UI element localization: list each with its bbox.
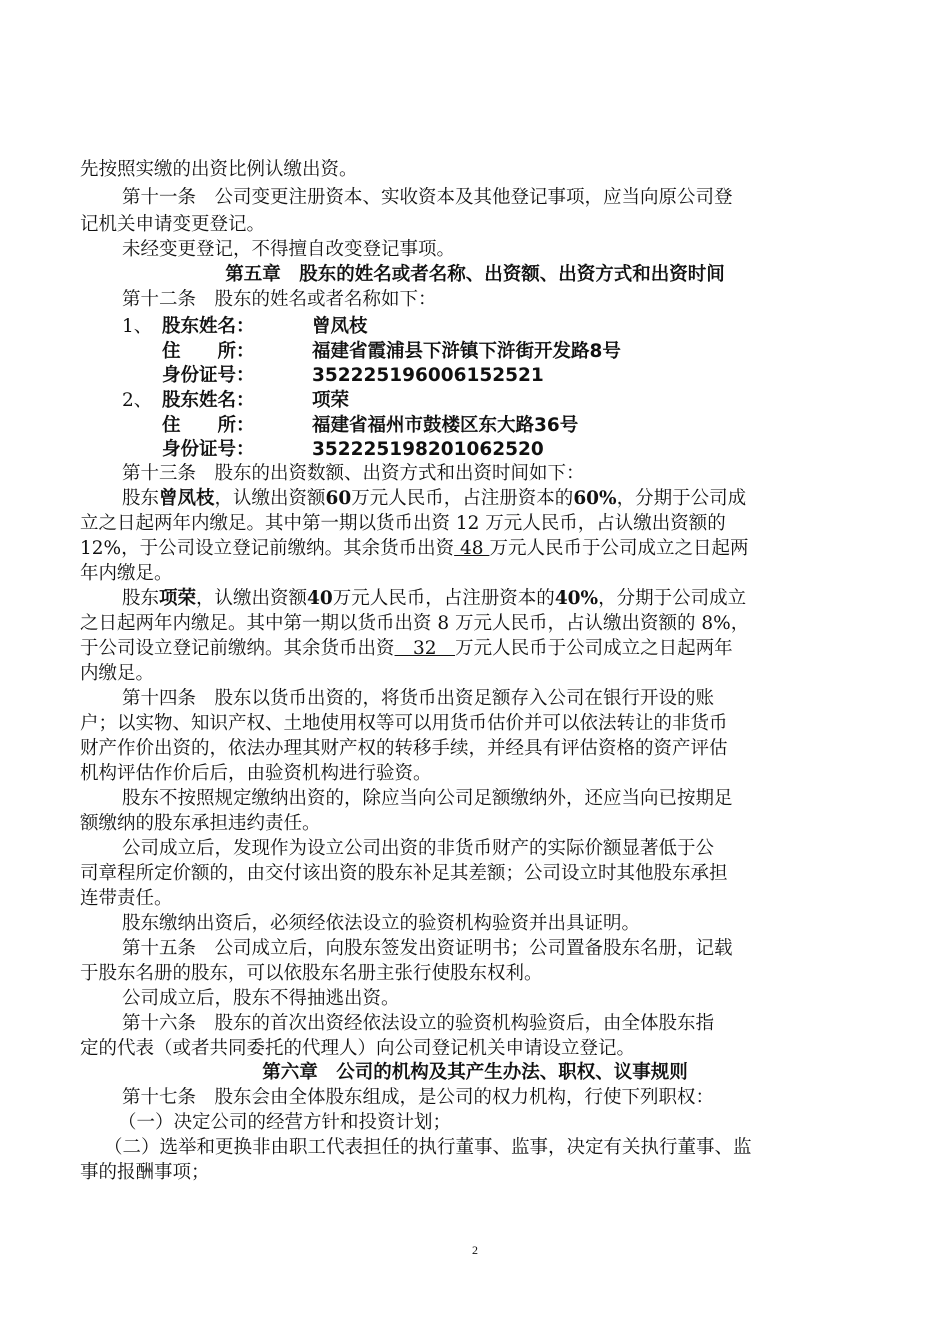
share-percent: 40% xyxy=(554,588,599,609)
article-17: 第十七条 股东会由全体股东组成，是公司的权力机构，行使下列职权： xyxy=(122,1087,715,1108)
id-label: 身份证号： xyxy=(162,439,255,460)
text: 万元人民币于公司成立之日起两 xyxy=(489,538,749,559)
shareholder-name-label: 股东姓名： xyxy=(162,390,255,411)
subscribed-amount: 40 xyxy=(307,588,333,609)
text: 股东 xyxy=(122,488,160,509)
contribution-1-line xyxy=(122,487,922,511)
contribution-1-remaining xyxy=(80,537,880,561)
text-line: 于股东名册的股东，可以依股东名册主张行使股东权利。 xyxy=(80,963,543,984)
shareholder-number: 1、 xyxy=(122,316,153,337)
chapter-5-heading: 第五章 股东的姓名或者名称、出资额、出资方式和出资时间 xyxy=(225,264,725,285)
article-13: 第十三条 股东的出资数额、出资方式和出资时间如下： xyxy=(122,463,585,484)
text-line: 股东不按照规定缴纳出资的，除应当向公司足额缴纳外，还应当向已按期足 xyxy=(122,788,733,809)
list-item: （二）选举和更换非由职工代表担任的执行董事、监事，决定有关执行董事、监 xyxy=(104,1137,752,1158)
subscribed-amount: 60 xyxy=(325,488,352,509)
text-line: 额缴纳的股东承担违约责任。 xyxy=(80,813,321,834)
shareholder-id: 352225196006152521 xyxy=(312,365,544,386)
contribution-2-remaining xyxy=(80,637,880,661)
text: ，分期于公司成立 xyxy=(598,588,747,609)
shareholder-2-name-row xyxy=(122,389,922,413)
remaining-amount: 32 xyxy=(394,638,456,659)
address-label: 住 所： xyxy=(162,341,255,362)
text-line: 户；以实物、知识产权、土地使用权等可以用货币估价并可以依法转让的非货币 xyxy=(80,713,728,734)
chapter-6-heading: 第六章 公司的机构及其产生办法、职权、议事规则 xyxy=(262,1062,688,1083)
shareholder-1-address-row xyxy=(162,340,950,364)
shareholder-name: 曾凤枝 xyxy=(312,316,368,337)
text-line: 机构评估作价后后，由验资机构进行验资。 xyxy=(80,763,432,784)
contribution-2-line xyxy=(122,587,922,611)
shareholder-name: 项荣 xyxy=(312,390,350,411)
text: ，分期于公司成 xyxy=(616,488,747,509)
shareholder-1-id-row xyxy=(162,364,950,388)
text-line: 股东缴纳出资后，必须经依法设立的验资机构验资并出具证明。 xyxy=(122,913,641,934)
text-line: 之日起两年内缴足。其中第一期以货币出资 8 万元人民币，占认缴出资额的 8%， xyxy=(80,613,750,634)
text-line: 先按照实缴的出资比例认缴出资。 xyxy=(80,159,358,180)
text-line: 年内缴足。 xyxy=(80,563,173,584)
page-number: 2 xyxy=(472,1243,478,1257)
shareholder-address: 福建省福州市鼓楼区东大路36号 xyxy=(312,415,579,436)
text-line: 公司成立后，股东不得抽逃出资。 xyxy=(122,988,400,1009)
article-16: 第十六条 股东的首次出资经依法设立的验资机构验资后，由全体股东指 xyxy=(122,1013,715,1034)
shareholder-name-label: 股东姓名： xyxy=(162,316,255,337)
shareholder-1-name-row xyxy=(122,315,922,339)
share-percent: 60% xyxy=(573,488,617,509)
text: ，认缴出资额 xyxy=(196,588,308,609)
text-line: 定的代表（或者共同委托的代理人）向公司登记机关申请设立登记。 xyxy=(80,1038,636,1059)
shareholder-name: 项荣 xyxy=(159,588,197,609)
text: 12%，于公司设立登记前缴纳。其余货币出资 xyxy=(80,538,455,559)
remaining-amount: 48 xyxy=(454,538,490,559)
text: 万元人民币，占注册资本的 xyxy=(351,488,574,509)
shareholder-2-id-row xyxy=(162,438,950,462)
shareholder-name: 曾凤枝 xyxy=(159,488,215,509)
article-11: 第十一条 公司变更注册资本、实收资本及其他登记事项，应当向原公司登 xyxy=(122,187,733,208)
address-label: 住 所： xyxy=(162,415,255,436)
text-line: 连带责任。 xyxy=(80,888,173,909)
text-line: 公司成立后，发现作为设立公司出资的非货币财产的实际价额显著低于公 xyxy=(122,838,715,859)
text: 于公司设立登记前缴纳。其余货币出资 xyxy=(80,638,395,659)
text-line: 财产作价出资的，依法办理其财产权的转移手续，并经具有评估资格的资产评估 xyxy=(80,738,728,759)
text: 万元人民币，占注册资本的 xyxy=(332,588,555,609)
text: 万元人民币于公司成立之日起两年 xyxy=(455,638,733,659)
article-15: 第十五条 公司成立后，向股东签发出资证明书；公司置备股东名册，记载 xyxy=(122,938,733,959)
shareholder-number: 2、 xyxy=(122,390,153,411)
text-line: 记机关申请变更登记。 xyxy=(80,214,266,235)
article-14: 第十四条 股东以货币出资的，将货币出资足额存入公司在银行开设的账 xyxy=(122,688,715,709)
article-12: 第十二条 股东的姓名或者名称如下： xyxy=(122,289,437,310)
text-line: 内缴足。 xyxy=(80,663,155,684)
text-line: 事的报酬事项； xyxy=(80,1162,210,1183)
shareholder-2-address-row xyxy=(162,414,950,438)
id-label: 身份证号： xyxy=(162,365,255,386)
text: ，认缴出资额 xyxy=(214,488,326,509)
list-item: （一）决定公司的经营方针和投资计划； xyxy=(118,1112,452,1133)
text-line: 未经变更登记，不得擅自改变登记事项。 xyxy=(122,239,456,260)
text-line: 司章程所定价额的，由交付该出资的股东补足其差额；公司设立时其他股东承担 xyxy=(80,863,728,884)
text: 股东 xyxy=(122,588,160,609)
text-line: 立之日起两年内缴足。其中第一期以货币出资 12 万元人民币，占认缴出资额的 xyxy=(80,513,726,534)
shareholder-id: 352225198201062520 xyxy=(312,439,544,460)
shareholder-address: 福建省霞浦县下浒镇下浒街开发路8号 xyxy=(312,341,621,362)
